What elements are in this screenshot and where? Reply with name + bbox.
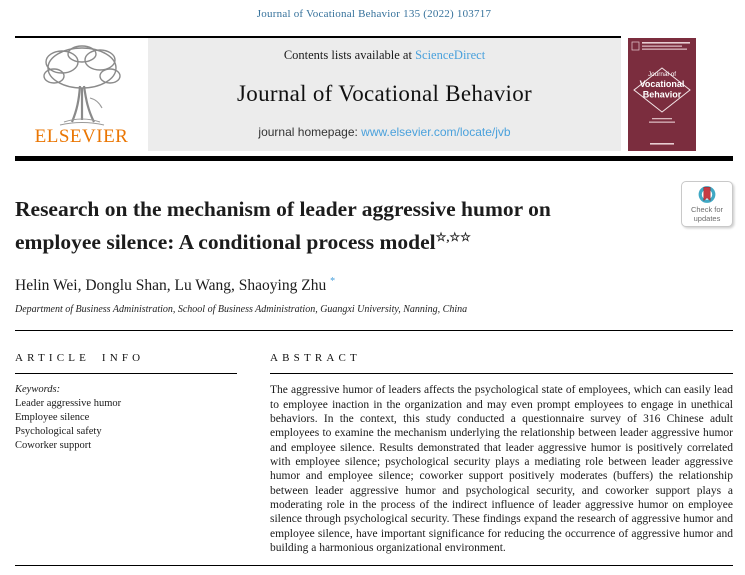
title-row [15,181,733,256]
homepage-url-link[interactable]: www.elsevier.com/locate/jvb [361,125,511,139]
article-title [15,181,625,256]
check-for-updates-badge[interactable] [681,181,733,227]
contents-line [156,48,613,63]
journal-header [15,36,733,151]
journal-title: Journal of Vocational Behavior [237,81,532,106]
info-abstract-columns [15,331,733,555]
article-info-heading: ARTICLE INFO [15,352,145,365]
cover-line1: Journal of [647,71,677,78]
keywords-label: Keywords: [15,384,61,396]
sciencedirect-link[interactable]: ScienceDirect [415,48,486,62]
article-title-text: Research on the mechanism of leader aggressive humor on employee silence: A conditional process model [15,197,551,255]
keyword-item: Employee silence [15,412,90,424]
page-bottom-rule [15,565,733,566]
abstract-text: The aggressive humor of leaders affects the psychological state of employees, which can easily lead to employee inaction in the organization and may even prompt employees to engage in unethical behaviors. In the context, this study conducted a questionnaire survey of 316 Chinese adult employees to examine the mechanism underlying the relationship between leader aggressive humor and employee silence. Results demonstrated that leader aggressive humor is positively correlated with employee silence; psychological security plays a mediating role between leader aggressive humor and employee silence; coworker support positively moderates (buffers) the relationship between leader aggressive humor and psychological security, and coworker support plays a moderating role in the process of the indirect influence of leader aggressive humor on employee silence through psychological security. These findings expand the research of aggressive humor and employee silence, have important significance for reducing the occurrence of aggressive humor and building a harmonious organizational environment. [270,384,733,555]
homepage-line [156,125,613,139]
affiliation: Department of Business Administration, School of Business Administration, Guangxi University, Nanning, China [15,304,468,316]
abstract-column [270,352,733,555]
badge-label: Check for updates [690,205,724,223]
article-info-rule [15,373,237,374]
author-names: Helin Wei, Donglu Shan, Lu Wang, Shaoying Zhu [15,277,327,295]
keyword-item: Leader aggressive humor [15,398,122,410]
title-footnote-marks: ☆,☆☆ [435,230,471,244]
corresponding-author-mark[interactable]: * [330,276,336,288]
keyword-item: Coworker support [15,440,92,452]
homepage-prefix: journal homepage: [258,125,362,139]
journal-banner-box [15,36,621,151]
article-info-column [15,352,237,555]
elsevier-wordmark: ELSEVIER [34,126,129,147]
elsevier-tree-icon [34,42,130,128]
abstract-heading: ABSTRACT [270,352,361,365]
header-divider-bar [15,156,733,161]
running-head-citation: Journal of Vocational Behavior 135 (2022) 103717 [256,8,492,20]
contents-prefix: Contents lists available at [283,48,416,62]
keyword-item: Psychological safety [15,426,102,438]
cover-line2: Vocational [639,79,685,89]
crossmark-icon [696,185,718,206]
author-list [15,276,733,295]
abstract-rule [270,373,733,374]
cover-line3: Behavior [642,89,682,100]
keywords-list [15,397,237,453]
banner-gray-area [148,38,621,151]
elsevier-logo [15,38,148,151]
journal-cover-thumbnail [628,38,696,151]
